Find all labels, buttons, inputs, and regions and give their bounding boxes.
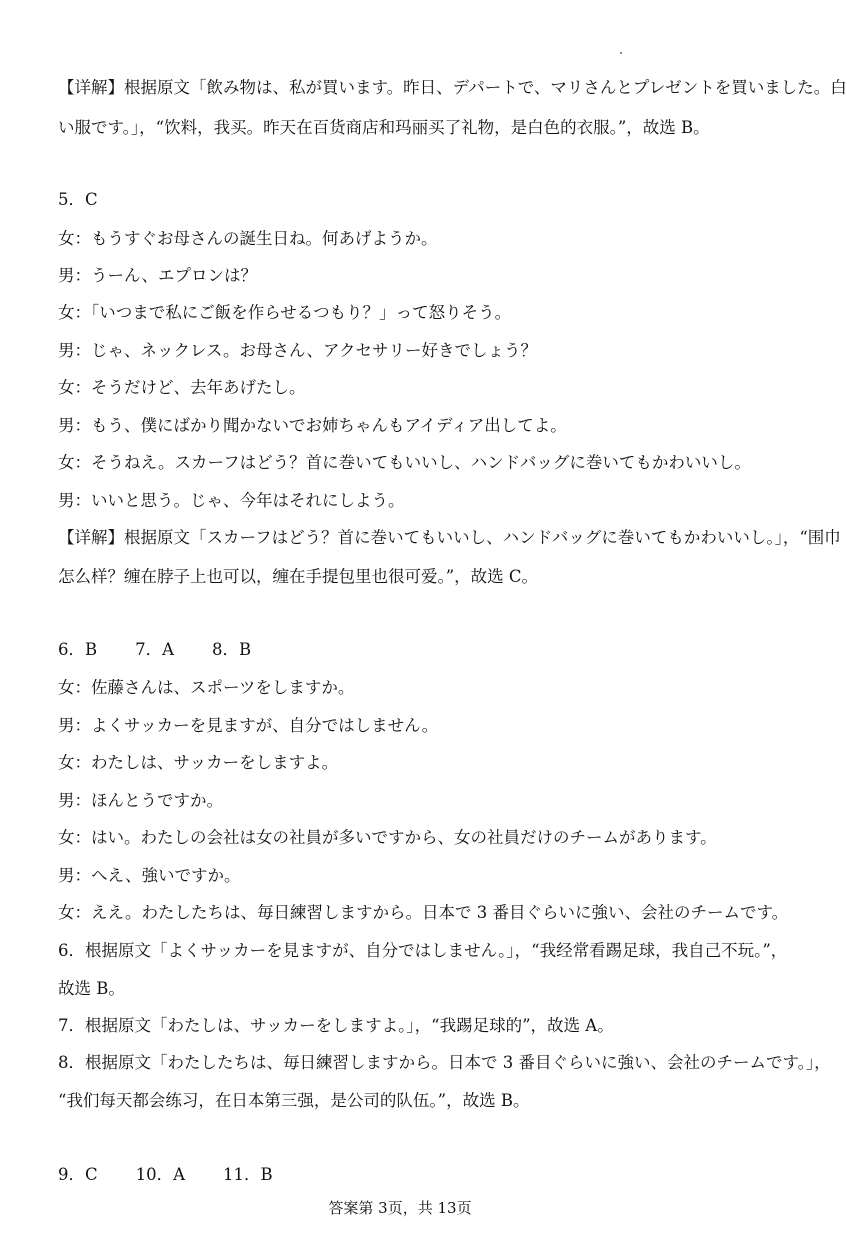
dialogue-line: 男：よくサッカーを見ますが、自分ではしません。 [58, 716, 439, 735]
scan-speck [620, 52, 622, 54]
explanation-line: 7．根据原文「わたしは、サッカーをしますよ。」，“我踢足球的”，故选 A。 [58, 1016, 614, 1035]
explanation-line: 6．根据原文「よくサッカーを見ますが、自分ではしません。」，“我经常看踢足球，我自己不玩。”， [58, 941, 788, 960]
dialogue-line: 男：へえ、強いですか。 [58, 866, 241, 885]
dialogue-line: 男：うーん、エプロンは？ [58, 266, 257, 285]
detail-line: 【详解】根据原文「スカーフはどう？首に巻いてもいいし、ハンドバッグに巻いてもかわいいし。」，“围巾 [58, 528, 841, 547]
dialogue-line: 女：ええ。わたしたちは、毎日練習しますから。日本で 3 番目ぐらいに強い、会社のチームです。 [58, 903, 789, 922]
detail-line: 怎么样？缠在脖子上也可以，缠在手提包里也很可爱。”，故选 C。 [58, 567, 539, 586]
dialogue-line: 女：佐藤さんは、スポーツをしますか。 [58, 678, 355, 697]
answer-row [58, 640, 742, 660]
dialogue-line: 女：「いつまで私にご飯を作らせるつもり？」って怒りそう。 [58, 303, 512, 322]
dialogue-line: 女：わたしは、サッカーをしますよ。 [58, 753, 339, 772]
dialogue-line: 男：ほんとうですか。 [58, 791, 223, 810]
dialogue-line: 男：じゃ、ネックレス。お母さん、アクセサリー好きでしょう？ [58, 341, 537, 360]
answer-number: 8．B [212, 640, 252, 659]
explanation-line: “我们每天都会练习，在日本第三强，是公司的队伍。”，故选 B。 [58, 1091, 530, 1110]
answer-number: 6．B [58, 640, 98, 659]
detail-line: 【详解】根据原文「飲み物は、私が買います。昨日、デパートで、マリさんとプレゼントを買いました。白 [58, 78, 847, 97]
answer-number: 5．C [58, 190, 98, 209]
dialogue-line: 女：もうすぐお母さんの誕生日ね。何あげようか。 [58, 229, 438, 248]
dialogue-line: 女：はい。わたしの会社は女の社員が多いですから、女の社員だけのチームがあります。 [58, 828, 717, 847]
explanation-line: 故选 B。 [58, 979, 125, 998]
detail-line: い服です。」，“饮料，我买。昨天在百货商店和玛丽买了礼物，是白色的衣服。”，故选 B。 [58, 118, 710, 137]
dialogue-line: 男：もう、僕にばかり聞かないでお姉ちゃんもアイディア出してよ。 [58, 416, 567, 435]
answer-number: 9．C [58, 1165, 98, 1184]
dialogue-line: 女：そうだけど、去年あげたし。 [58, 378, 306, 397]
answer-number: 7．A [135, 640, 175, 659]
explanation-line: 8．根据原文「わたしたちは、毎日練習しますから。日本で 3 番目ぐらいに強い、会社のチームです。」， [58, 1053, 831, 1072]
dialogue-line: 女：そうねえ。スカーフはどう？首に巻いてもいいし、ハンドバッグに巻いてもかわいいし。 [58, 453, 751, 472]
answer-row [58, 1165, 742, 1185]
page-footer: 答案第 3页，共 13页 [328, 1199, 472, 1217]
answer-number: 11．B [223, 1165, 273, 1184]
dialogue-line: 男：いいと思う。じゃ、今年はそれにしよう。 [58, 491, 405, 510]
answer-number: 10．A [135, 1165, 186, 1184]
